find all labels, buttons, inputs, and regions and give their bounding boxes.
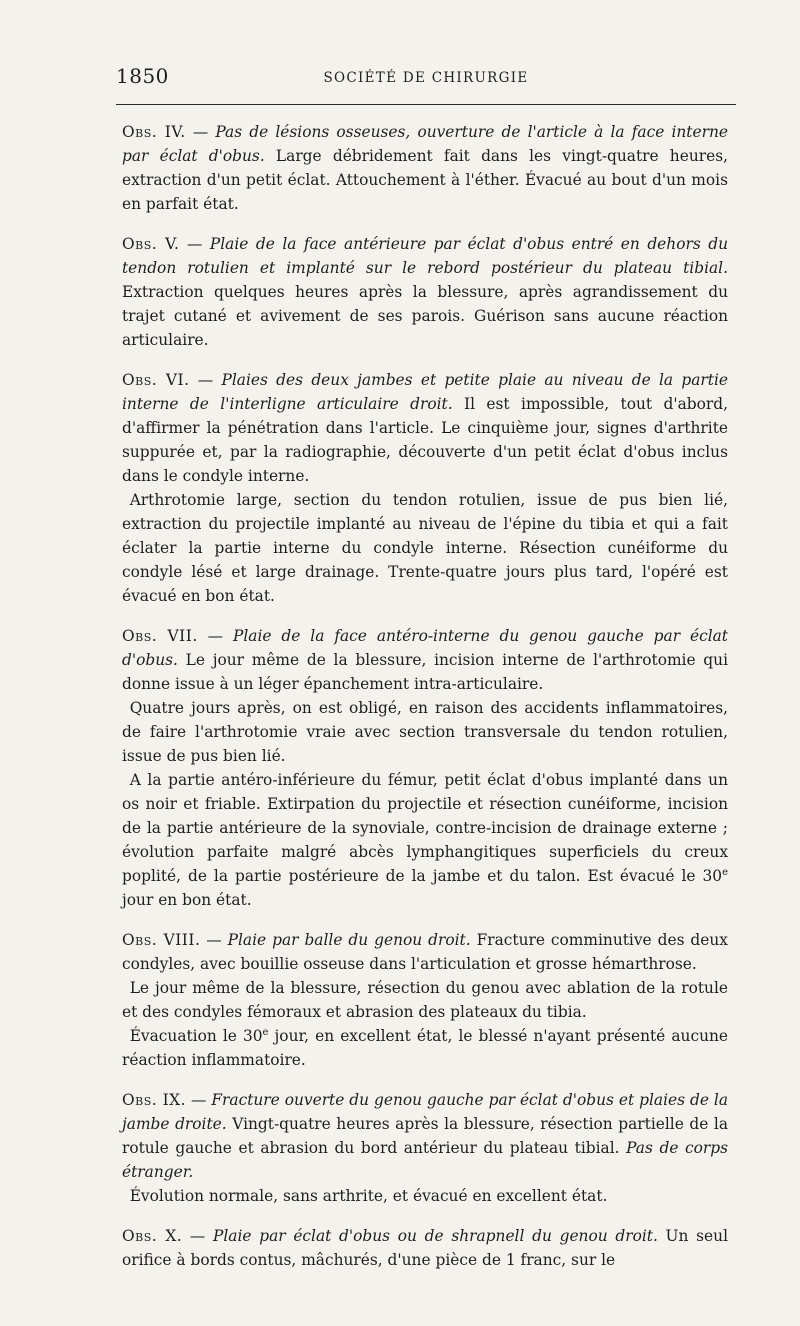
observation-text: Fracture comminutive des deux condyles, avec bouillie osseuse dans l'articulation et grosse hémarthrose. bbox=[122, 931, 728, 973]
observation-label: Obs. V. bbox=[122, 235, 180, 253]
observation-paragraph bbox=[122, 928, 728, 976]
superscript: e bbox=[722, 867, 728, 878]
observation-label: Obs. X. bbox=[122, 1227, 183, 1245]
dash: — bbox=[186, 1091, 212, 1109]
observation-text: Large débridement fait dans les vingt-quatre heures, extraction d'un petit éclat. Attouchement à l'éther. Évacué au bout d'un mois en parfait état. bbox=[122, 147, 728, 213]
page-header bbox=[116, 64, 736, 94]
observation-10 bbox=[122, 1224, 728, 1272]
observation-paragraph: Arthrotomie large, section du tendon rotulien, issue de pus bien lié, extraction du projectile implanté au niveau de l'épine du tibia et qui a fait éclater la partie interne du condyle interne. Résection cunéiforme du condyle lésé et large drainage. Trente-quatre jours plus tard, l'opéré est évacué en bon état. bbox=[122, 491, 728, 605]
observation-text: Il est impossible, tout d'abord, d'affirmer la pénétration dans l'article. Le cinquième jour, signes d'arthrite suppurée et, par la radiographie, découverte d'un petit éclat d'obus inclus dans le condyle interne. bbox=[122, 395, 728, 485]
observation-4 bbox=[122, 120, 728, 216]
observation-title-end: Pas de corps étranger. bbox=[122, 1139, 729, 1181]
observation-paragraph bbox=[122, 1224, 728, 1272]
body-text bbox=[122, 120, 728, 1288]
superscript: e bbox=[262, 1027, 269, 1038]
running-head: SOCIÉTÉ DE CHIRURGIE bbox=[323, 70, 529, 86]
observation-paragraph: Quatre jours après, on est obligé, en raison des accidents inflammatoires, de faire l'arthrotomie vraie avec section transversale du tendon rotulien, issue de pus bien lié. bbox=[122, 699, 728, 765]
observation-title: Plaies des deux jambes et petite plaie au niveau de la partie interne de l'interligne articulaire droit. bbox=[122, 371, 728, 413]
dash: — bbox=[182, 1227, 214, 1245]
observation-text: Le jour même de la blessure, incision interne de l'arthrotomie qui donne issue à un léger épanchement intra-articulaire. bbox=[122, 651, 728, 693]
page-number: 1850 bbox=[116, 64, 169, 88]
dash: — bbox=[197, 627, 233, 645]
observation-5 bbox=[122, 232, 728, 352]
observation-paragraph bbox=[122, 1024, 728, 1072]
observation-label: Obs. VIII. bbox=[122, 931, 201, 949]
paragraph-text: jour, en excellent état, le blessé n'ayant présenté aucune réaction inflammatoire. bbox=[122, 1027, 728, 1069]
observation-7 bbox=[122, 624, 728, 912]
observation-title: Plaie par éclat d'obus ou de shrapnell du genou droit. bbox=[213, 1227, 658, 1245]
paragraph-text: Évacuation le 30 bbox=[129, 1027, 263, 1045]
observation-text: Vingt-quatre heures après la blessure, résection partielle de la rotule gauche et abrasion du bord antérieur du plateau tibial. bbox=[122, 1115, 728, 1157]
observation-8 bbox=[122, 928, 728, 1072]
observation-paragraph bbox=[122, 1088, 728, 1184]
observation-paragraph bbox=[122, 232, 728, 352]
observation-title: Pas de lésions osseuses, ouverture de l'article à la face interne par éclat d'obus. bbox=[122, 123, 728, 165]
observation-paragraph bbox=[122, 368, 728, 488]
observation-title: Fracture ouverte du genou gauche par éclat d'obus et plaies de la jambe droite. bbox=[122, 1091, 729, 1133]
observation-paragraph bbox=[122, 768, 728, 912]
observation-text: Un seul orifice à bords contus, mâchurés, d'une pièce de 1 franc, sur le bbox=[122, 1227, 728, 1269]
dash: — bbox=[185, 123, 216, 141]
observation-paragraph bbox=[122, 120, 728, 216]
observation-label: Obs. VI. bbox=[122, 371, 190, 389]
observation-paragraph: Évolution normale, sans arthrite, et évacué en excellent état. bbox=[129, 1187, 608, 1205]
header-rule bbox=[116, 104, 736, 105]
paragraph-text: jour en bon état. bbox=[122, 891, 252, 909]
observation-label: Obs. IX. bbox=[122, 1091, 187, 1109]
observation-6 bbox=[122, 368, 728, 608]
observation-label: Obs. VII. bbox=[122, 627, 198, 645]
observation-paragraph: Le jour même de la blessure, résection du genou avec ablation de la rotule et des condyles fémoraux et abrasion des plateaux du tibia. bbox=[122, 979, 728, 1021]
paragraph-text: A la partie antéro-inférieure du fémur, petit éclat d'obus implanté dans un os noir et friable. Extirpation du projectile et résection cunéiforme, incision de la partie antérieure de la synoviale, contre-incision de drainage externe ; évolution parfaite malgré abcès lymphangitiques superficiels du creux poplité, de la partie postérieure de la jambe et du talon. Est évacué le 30 bbox=[122, 771, 728, 885]
observation-text: Extraction quelques heures après la blessure, après agrandissement du trajet cutané et avivement de ses parois. Guérison sans aucune réaction articulaire. bbox=[122, 283, 728, 349]
observation-title: Plaie de la face antéro-interne du genou gauche par éclat d'obus. bbox=[122, 627, 728, 669]
observation-label: Obs. IV. bbox=[122, 123, 186, 141]
observation-title: Plaie par balle du genou droit. bbox=[227, 931, 471, 949]
observation-9 bbox=[122, 1088, 728, 1208]
observation-title: Plaie de la face antérieure par éclat d'obus entré en dehors du tendon rotulien et implanté sur le rebord postérieur du plateau tibial. bbox=[122, 235, 728, 277]
dash: — bbox=[189, 371, 222, 389]
observation-paragraph bbox=[122, 624, 728, 696]
dash: — bbox=[179, 235, 210, 253]
dash: — bbox=[200, 931, 228, 949]
